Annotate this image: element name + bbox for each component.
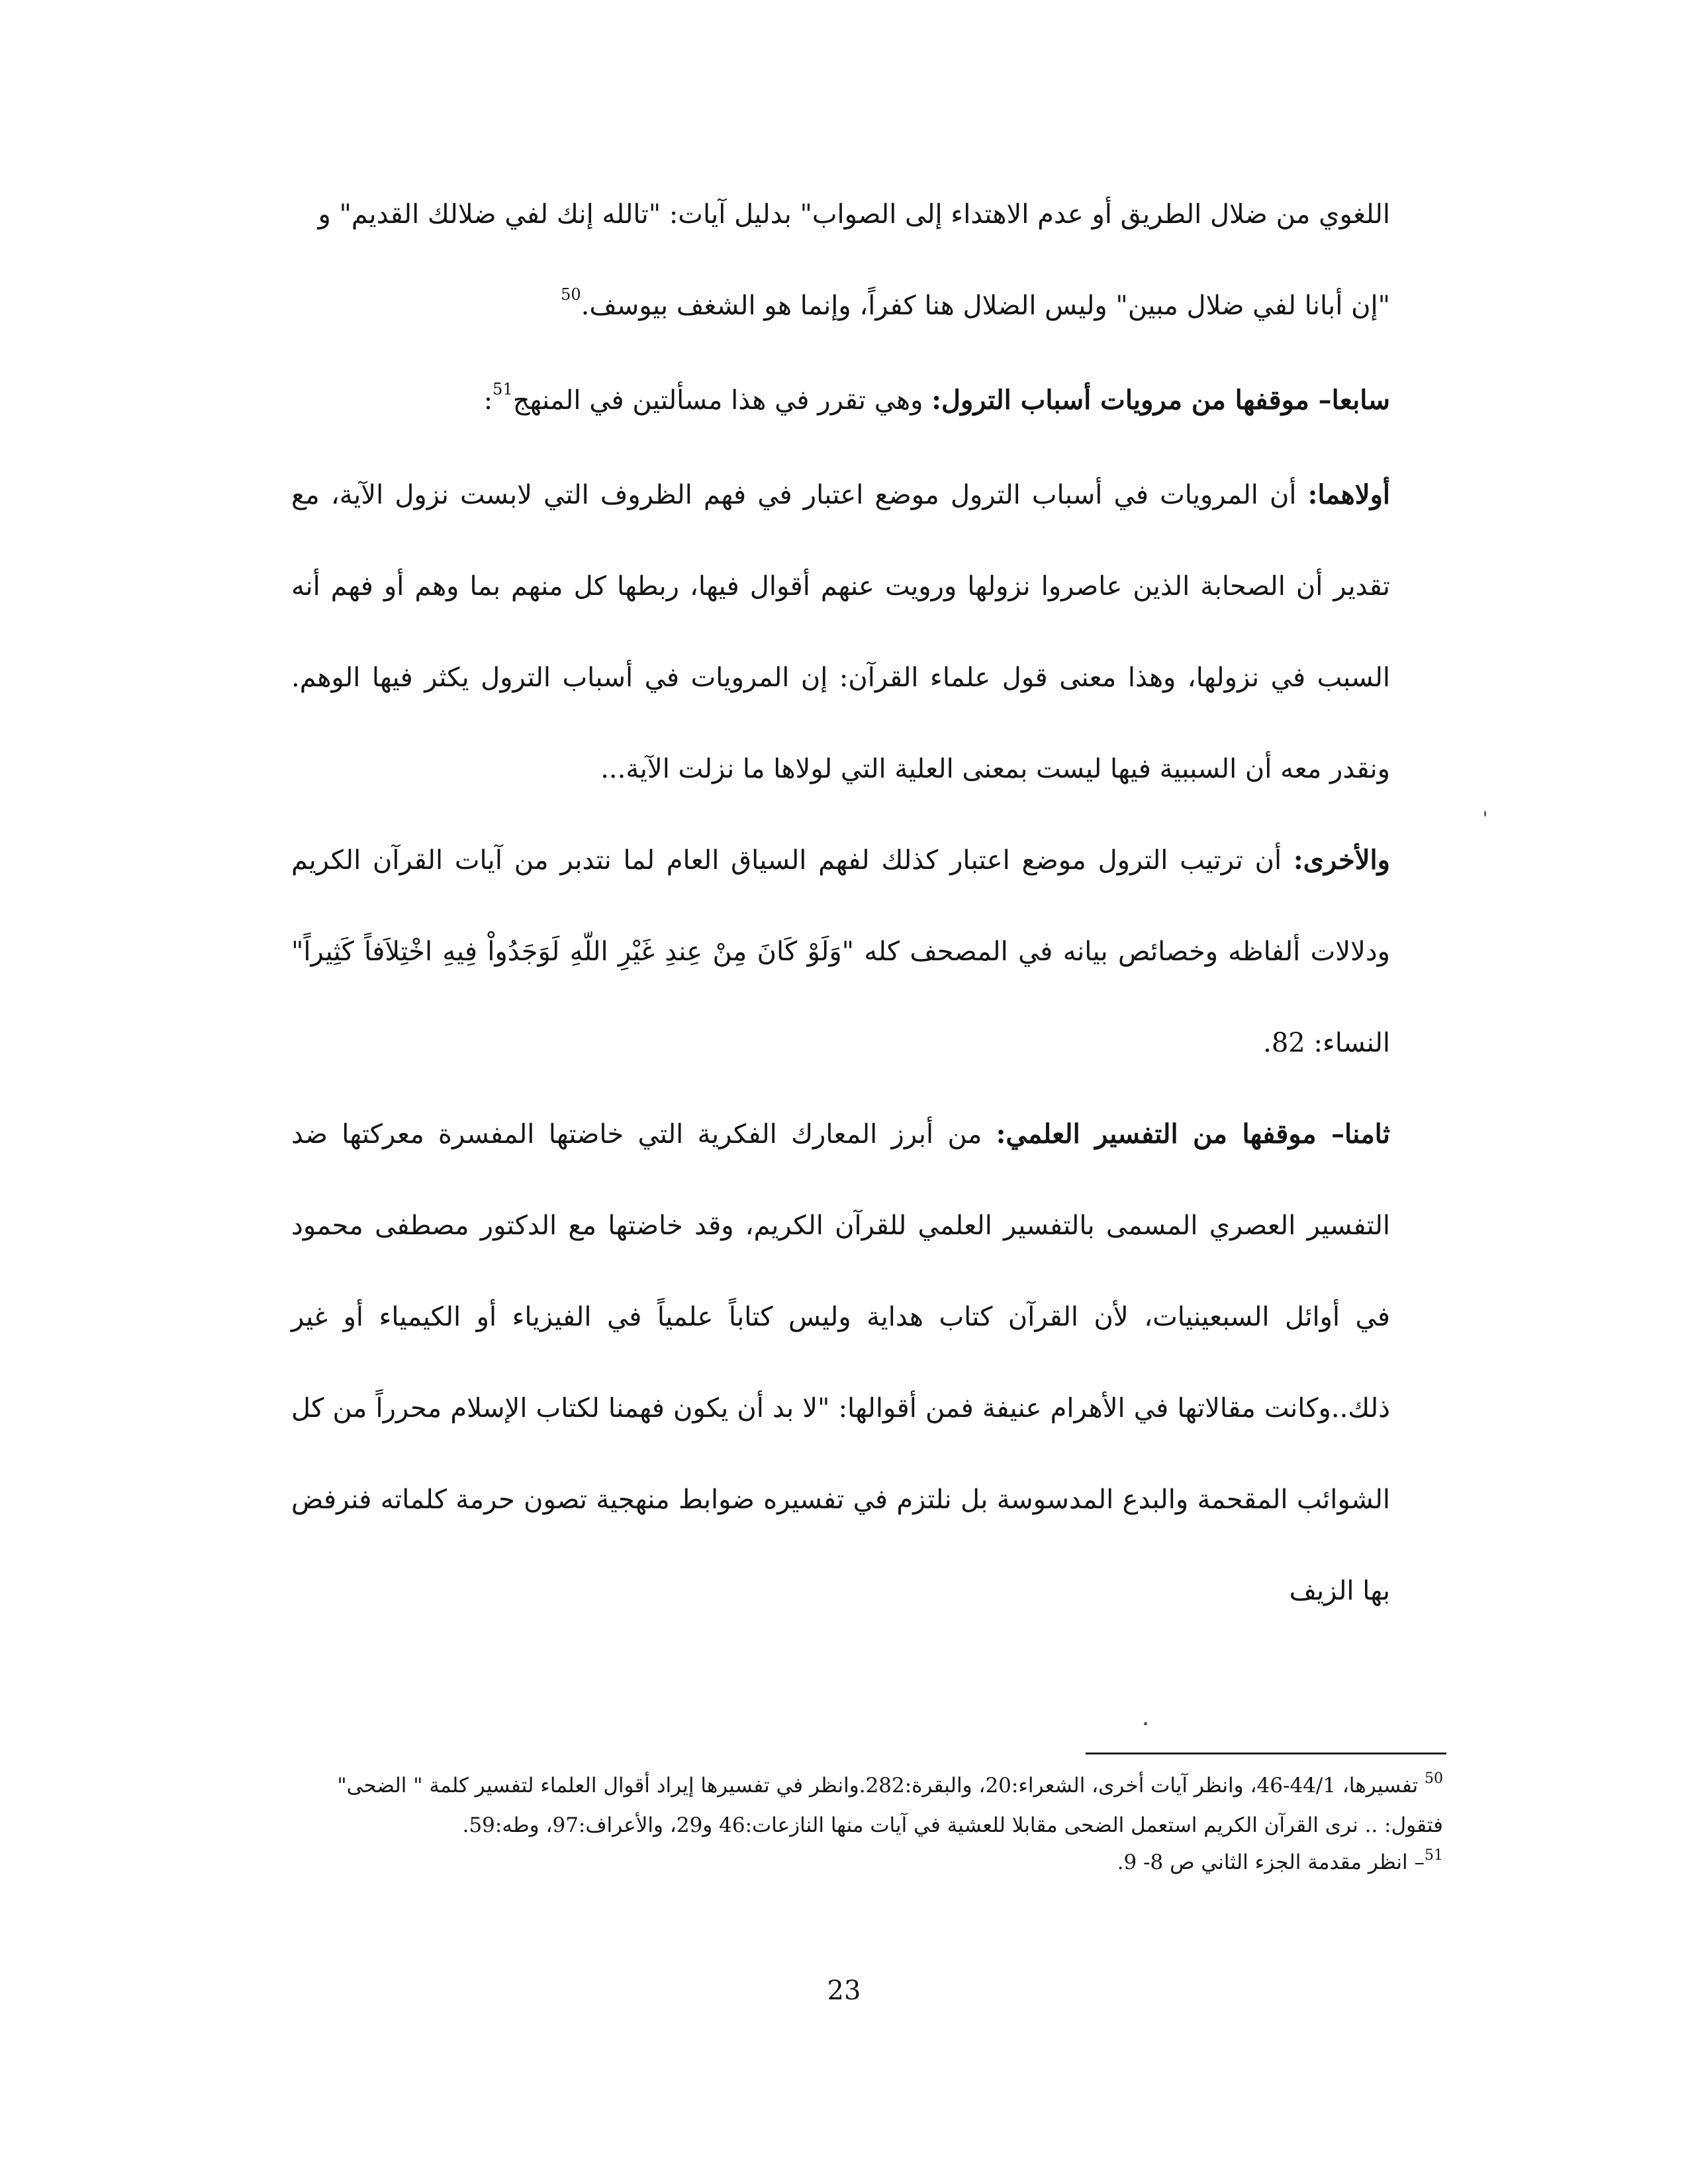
footnote-separator [1086, 1752, 1446, 1754]
paragraph-1-line-1: اللغوي من ضلال الطريق أو عدم الاهتداء إلى الصواب" بدليل آيات: "تالله إنك لفي ضلالك القديم" و [318, 199, 1390, 230]
paragraph-seventh [291, 355, 1390, 449]
paragraph-eighth-text: من أبرز المعارك الفكرية التي خاضتها المفسرة معركتها ضد التفسير العصري المسمى بالتفسير العلمي للقرآن الكريم، وقد خاضتها مع الدكتور مصطفى محمود في أوائل السبعينيات، لأن القرآن كتاب هداية وليس كتاباً علمياً في الفيزياء أو الكيمياء أو غير ذلك..وكانت مقالاتها في الأهرام عنيفة فمن أقوالها: "لا بد أن يكون فهمنا لكتاب الإسلام محرراً من كل الشوائب المقحمة والبدع المدسوسة بل نلتزم في تفسيره ضوابط منهجية تصون حرمة كلماته فنرفض بها الزيف [291, 1119, 1390, 1606]
paragraph-second-issue [291, 815, 1390, 1089]
footnote-ref-51[interactable]: 51 [492, 380, 513, 398]
heading-second-issue: والأخرى: [1293, 844, 1390, 876]
paragraph-eighth [291, 1089, 1390, 1637]
heading-first-issue: أولاهما: [1307, 479, 1390, 510]
footnote-50-number: 50 [1425, 1770, 1443, 1787]
footnote-51-number: 51 [1425, 1847, 1443, 1864]
body-text [291, 169, 1390, 1637]
paragraph-seventh-text: وهي تقرر في هذا مسألتين في المنهج [512, 385, 932, 416]
paragraph-first-issue [291, 449, 1390, 815]
footnote-51-text: – انظر مقدمة الجزء الثاني ص 8- 9. [1117, 1850, 1425, 1874]
paragraph-first-issue-text: أن المرويات في أسباب الترول موضع اعتبار في فهم الظروف التي لابست نزول الآية، مع تقدير أن الصحابة الذين عاصروا نزولها ورويت عنهم أقوال فيها، ربطها كل منهم بما وهم أو فهم أنه السبب في نزولها، وهذا معنى قول علماء القرآن: إن المرويات في أسباب الترول يكثر فيها الوهم. ونقدر معه أن السببية فيها ليست بمعنى العلية التي لولاها ما نزلت الآية... [291, 480, 1391, 784]
paragraph-1-line-2: "إن أبانا لفي ضلال مبين" وليس الضلال هنا كفراً، وإنما هو الشغف بيوسف. [581, 291, 1390, 321]
footnotes [291, 1767, 1443, 1884]
footnote-50 [291, 1767, 1443, 1844]
page-number: 23 [827, 1976, 861, 2006]
footnote-ref-50[interactable]: 50 [561, 285, 581, 304]
scan-speck [1484, 811, 1486, 817]
heading-seventh: سابعا– موقفها من مرويات أسباب الترول: [931, 385, 1390, 416]
paragraph-1 [291, 169, 1390, 355]
footnote-50-text: تفسيرها، 44/1-46، وانظر آيات أخرى، الشعراء:20، والبقرة:282.وانظر في تفسيرها إيراد أقوال العلماء لتفسير كلمة " الضحى" فتقول: .. نرى القرآن الكريم استعمل الضحى مقابلا للعشية في آيات منها النازعات:46 و29، والأعراف:97، وطه:59. [337, 1774, 1443, 1837]
paragraph-seventh-tail: : [483, 385, 493, 416]
footnote-51 [291, 1844, 1443, 1884]
paragraph-second-issue-text: أن ترتيب الترول موضع اعتبار كذلك لفهم السياق العام لما نتدبر من آيات القرآن الكريم ودلالات ألفاظه وخصائص بيانه في المصحف كله "وَلَوْ كَانَ مِنْ عِندِ غَيْرِ اللّهِ لَوَجَدُواْ فِيهِ اخْتِلاَفاً كَثِيراً" النساء: 82. [291, 845, 1390, 1058]
heading-eighth: ثامنا– موقفها من التفسير العلمي: [996, 1118, 1391, 1150]
scan-speck [1144, 1722, 1147, 1725]
